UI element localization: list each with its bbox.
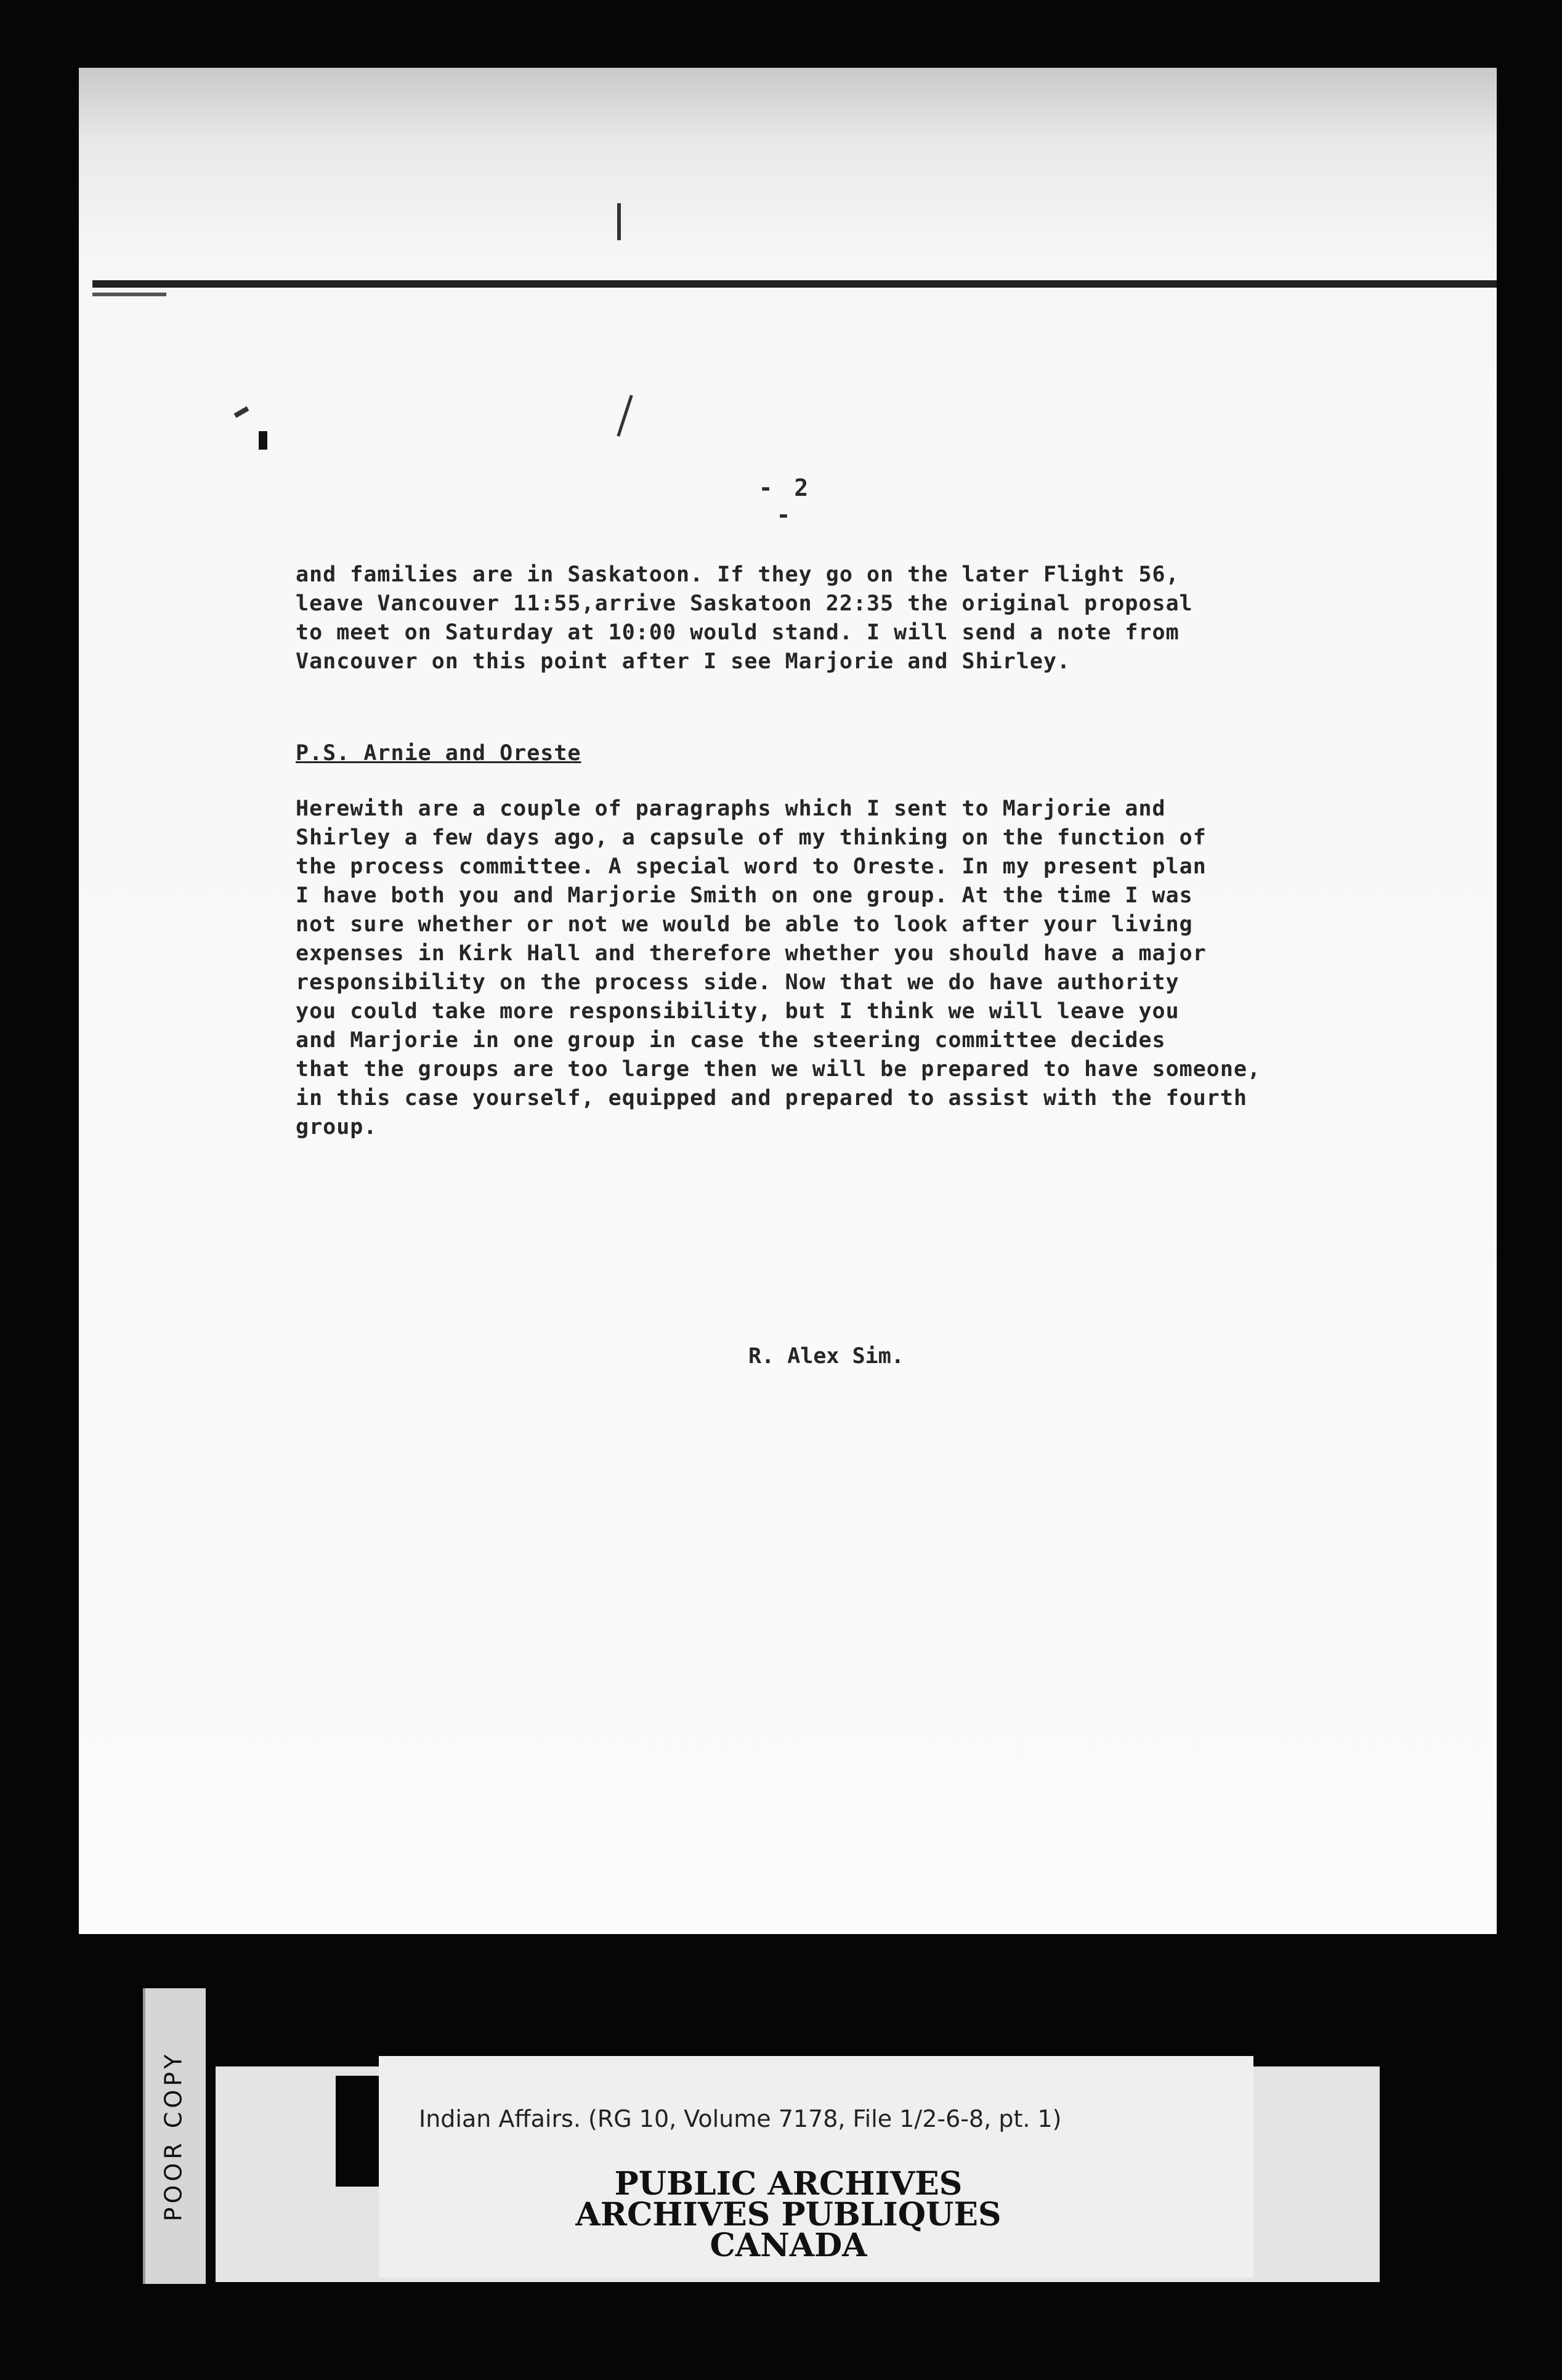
stamp-notch [336, 2076, 379, 2187]
text-line: and Marjorie in one group in case the steering committee decides [296, 1028, 1166, 1053]
paragraph-2 [296, 795, 1330, 1142]
ink-mark [259, 431, 267, 450]
ink-mark [617, 203, 621, 240]
text-line: expenses in Kirk Hall and therefore whether you should have a major [296, 941, 1207, 966]
text-line: Herewith are a couple of paragraphs which I sent to Marjorie and [296, 796, 1166, 821]
text-line: to meet on Saturday at 10:00 would stand. I will send a note from [296, 620, 1180, 645]
text-line: and families are in Saskatoon. If they go on the later Flight 56, [296, 562, 1180, 587]
text-line: that the groups are too large then we will be prepared to have someone, [296, 1057, 1261, 1082]
text-line: leave Vancouver 11:55,arrive Saskatoon 22:35 the original proposal [296, 591, 1193, 616]
text-line: you could take more responsibility, but I think we will leave you [296, 999, 1180, 1024]
text-line: in this case yourself, equipped and prepared to assist with the fourth [296, 1086, 1248, 1111]
postscript-heading: P.S. Arnie and Oreste [296, 741, 581, 766]
text-line: I have both you and Marjorie Smith on one group. At the time I was [296, 883, 1193, 908]
archive-name-french: ARCHIVES PUBLIQUES [575, 2196, 1002, 2233]
text-line: responsibility on the process side. Now that we do have authority [296, 970, 1180, 995]
archive-country: CANADA [710, 2227, 867, 2264]
text-line: not sure whether or not we would be able to look after your living [296, 912, 1193, 937]
overlapping-sheet-edge [92, 280, 1497, 288]
text-line: Vancouver on this point after I see Marjorie and Shirley. [296, 649, 1071, 674]
poor-copy-note [143, 1988, 203, 2284]
text-line: group. [296, 1115, 378, 1139]
paragraph-1 [296, 561, 1330, 676]
overlapping-sheet-edge [92, 293, 166, 296]
archive-name-english: PUBLIC ARCHIVES [614, 2165, 963, 2203]
text-line: the process committee. A special word to Oreste. In my present plan [296, 854, 1207, 879]
archive-reference: Indian Affairs. (RG 10, Volume 7178, File 1/2-6-8, pt. 1) [419, 2105, 1062, 2132]
poor-copy-text: POOR COPY [160, 2050, 187, 2222]
signature: R. Alex Sim. [748, 1344, 904, 1369]
text-line: Shirley a few days ago, a capsule of my thinking on the function of [296, 825, 1207, 850]
page-number: - 2 - [758, 474, 812, 528]
